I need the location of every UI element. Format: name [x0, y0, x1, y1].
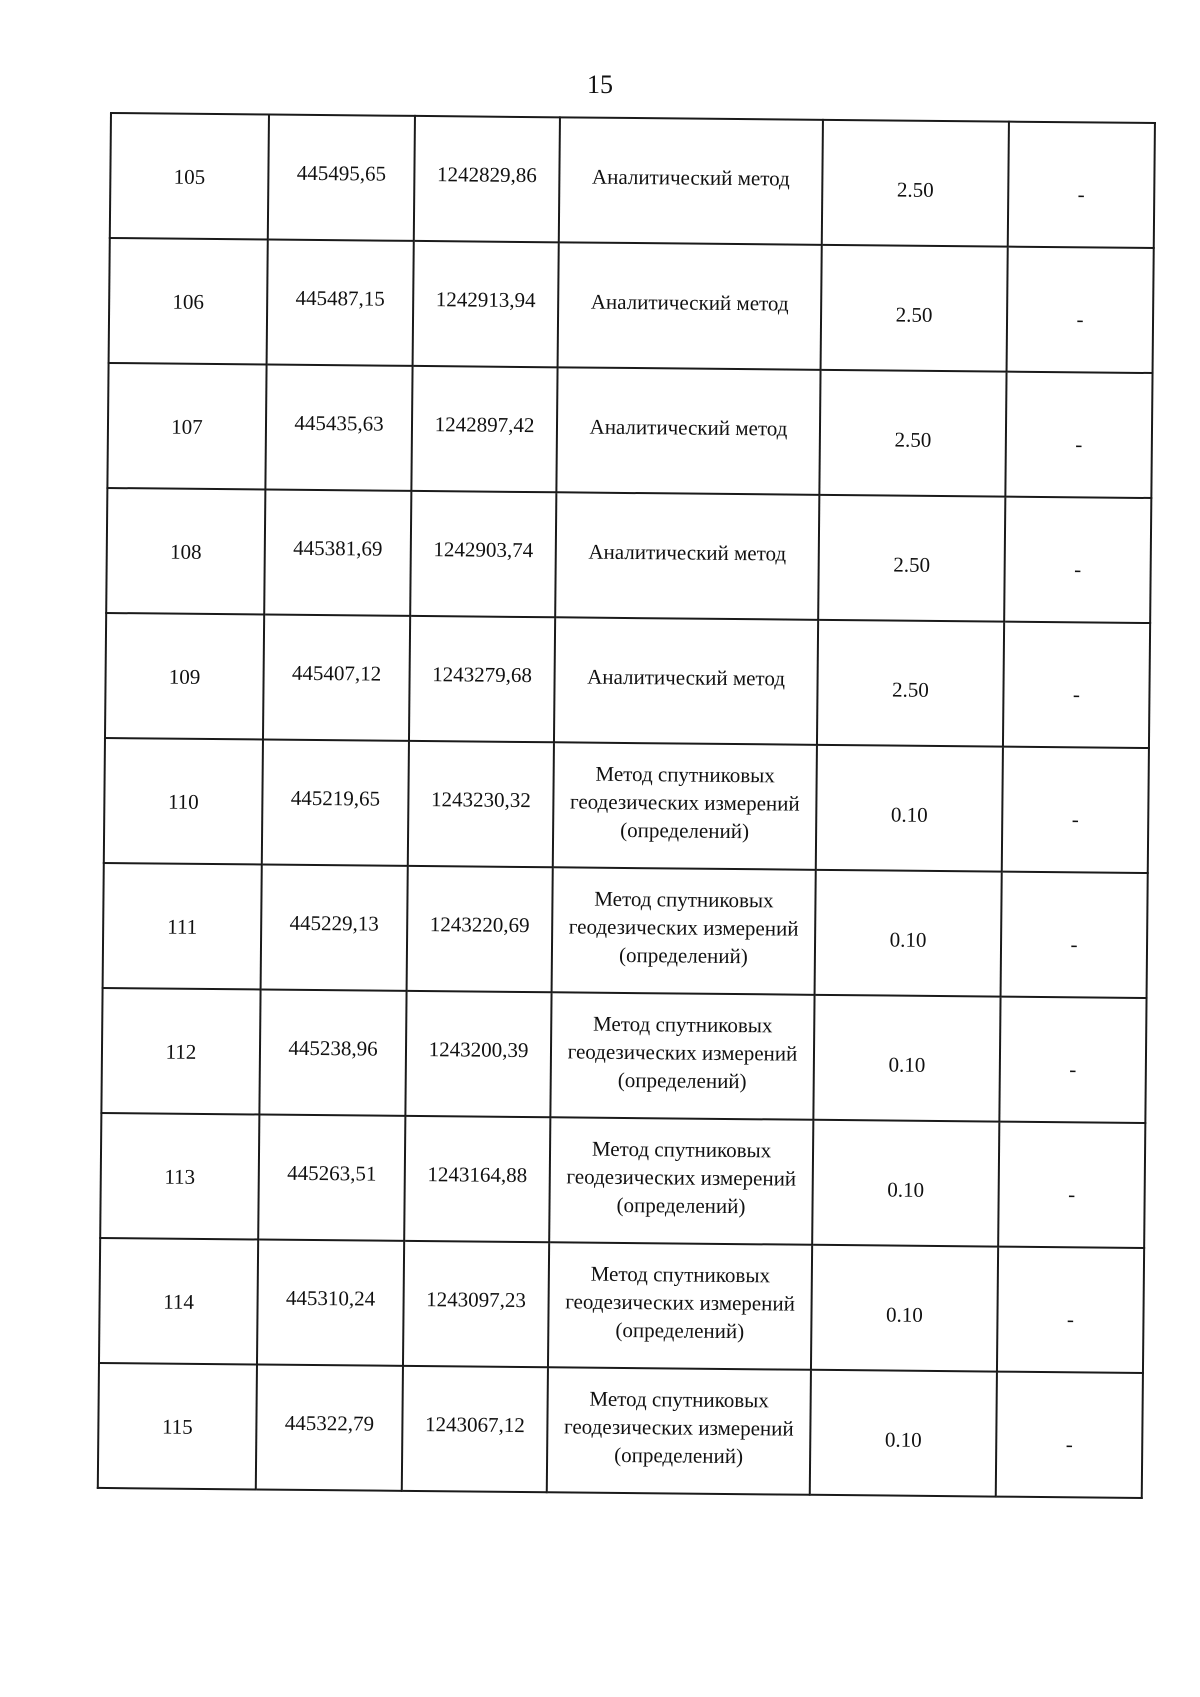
table-row: [109, 238, 1154, 373]
precision-cell: 0.10: [816, 745, 1003, 872]
note-cell: -: [996, 1372, 1143, 1498]
precision-cell: 0.10: [815, 870, 1002, 997]
table-row: [100, 1113, 1145, 1248]
x-coordinate-cell: 445381,69: [264, 490, 411, 616]
point-number-cell: 105: [110, 113, 269, 240]
x-coordinate-cell: 445229,13: [261, 864, 408, 990]
method-cell: Аналитический метод: [558, 242, 822, 370]
table-row: [99, 1238, 1144, 1373]
x-coordinate-cell: 445238,96: [259, 989, 406, 1115]
point-number-cell: 108: [106, 488, 265, 615]
x-coordinate-cell: 445487,15: [267, 240, 414, 366]
table-row: [107, 363, 1152, 498]
point-number-cell: 109: [105, 613, 264, 740]
y-coordinate-cell: 1242829,86: [414, 116, 560, 242]
y-coordinate-cell: 1242903,74: [410, 491, 556, 617]
point-number-cell: 111: [103, 863, 262, 990]
note-cell: -: [1007, 247, 1154, 373]
x-coordinate-cell: 445322,79: [256, 1364, 403, 1490]
note-cell: -: [1002, 747, 1149, 873]
x-coordinate-cell: 445219,65: [262, 739, 409, 865]
precision-cell: 0.10: [810, 1370, 997, 1497]
note-cell: -: [1005, 372, 1152, 498]
method-cell: Метод спутниковых геодезических измерений (определений): [549, 1117, 813, 1245]
point-number-cell: 106: [109, 238, 268, 365]
point-number-cell: 110: [104, 738, 263, 865]
precision-cell: 0.10: [812, 1120, 999, 1247]
method-cell: Метод спутниковых геодезических измерений (определений): [553, 742, 817, 870]
x-coordinate-cell: 445407,12: [263, 615, 410, 741]
precision-cell: 0.10: [813, 995, 1000, 1122]
precision-cell: 2.50: [819, 370, 1006, 497]
y-coordinate-cell: 1243220,69: [407, 866, 553, 992]
y-coordinate-cell: 1243230,32: [408, 741, 554, 867]
x-coordinate-cell: 445495,65: [268, 115, 415, 241]
precision-cell: 2.50: [821, 245, 1008, 372]
x-coordinate-cell: 445310,24: [257, 1239, 404, 1365]
point-number-cell: 113: [100, 1113, 259, 1240]
method-cell: Аналитический метод: [554, 617, 818, 745]
x-coordinate-cell: 445263,51: [258, 1114, 405, 1240]
note-cell: -: [1008, 122, 1155, 248]
method-cell: Аналитический метод: [555, 492, 819, 620]
table-row: [110, 113, 1155, 248]
note-cell: -: [1001, 872, 1148, 998]
precision-cell: 2.50: [822, 120, 1009, 247]
page-number: 15: [587, 70, 613, 99]
table-row: [103, 863, 1148, 998]
x-coordinate-cell: 445435,63: [265, 365, 412, 491]
table-row: [101, 988, 1146, 1123]
y-coordinate-cell: 1242913,94: [413, 241, 559, 367]
point-number-cell: 112: [101, 988, 260, 1115]
method-cell: Метод спутниковых геодезических измерений (определений): [548, 1242, 812, 1370]
method-cell: Аналитический метод: [556, 367, 820, 495]
point-number-cell: 107: [107, 363, 266, 490]
note-cell: -: [999, 997, 1146, 1123]
table-row: [104, 738, 1149, 873]
y-coordinate-cell: 1243097,23: [403, 1241, 549, 1367]
note-cell: -: [997, 1247, 1144, 1373]
note-cell: -: [998, 1122, 1145, 1248]
y-coordinate-cell: 1243164,88: [404, 1116, 550, 1242]
y-coordinate-cell: 1243279,68: [409, 616, 555, 742]
point-number-cell: 115: [98, 1363, 257, 1490]
method-cell: Аналитический метод: [559, 117, 823, 245]
y-coordinate-cell: 1243200,39: [405, 991, 551, 1117]
table-row: [98, 1363, 1143, 1498]
precision-cell: 2.50: [817, 620, 1004, 747]
y-coordinate-cell: 1243067,12: [402, 1366, 548, 1492]
method-cell: Метод спутниковых геодезических измерений (определений): [547, 1367, 811, 1495]
method-cell: Метод спутниковых геодезических измерений (определений): [552, 867, 816, 995]
coordinates-table: [97, 112, 1156, 1499]
table-row: [106, 488, 1151, 623]
note-cell: -: [1004, 497, 1151, 623]
y-coordinate-cell: 1242897,42: [411, 366, 557, 492]
table-row: [105, 613, 1150, 748]
method-cell: Метод спутниковых геодезических измерений (определений): [550, 992, 814, 1120]
precision-cell: 0.10: [811, 1245, 998, 1372]
point-number-cell: 114: [99, 1238, 258, 1365]
note-cell: -: [1003, 622, 1150, 748]
precision-cell: 2.50: [818, 495, 1005, 622]
